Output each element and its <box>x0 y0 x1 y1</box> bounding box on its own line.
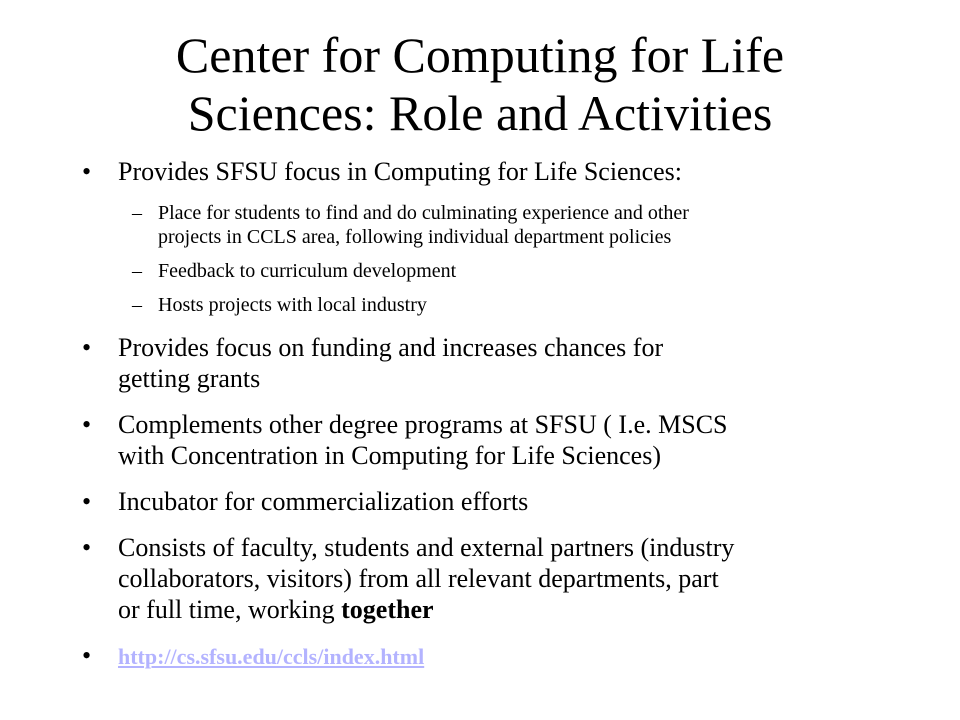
bullet-item <box>0 409 960 471</box>
bullet-marker: • <box>82 333 92 362</box>
bullet-text-line-1: Provides focus on funding and increases chances for <box>118 333 664 362</box>
sub-bullet-item <box>0 293 960 317</box>
bullet-text: Incubator for commercialization efforts <box>118 487 529 516</box>
bullet-item <box>0 156 960 187</box>
slide-title-line-2: Sciences: Role and Activities <box>187 85 773 141</box>
bullet-marker: • <box>82 410 92 439</box>
bullet-text-line-1: Complements other degree programs at SFSU ( I.e. MSCS <box>118 410 728 439</box>
sub-bullet-text: Hosts projects with local industry <box>158 294 427 316</box>
bold-emphasis: together <box>341 595 434 624</box>
bullet-item <box>0 532 960 625</box>
slide-title-line-1: Center for Computing for Life <box>175 27 785 83</box>
bullet-text-line-2: collaborators, visitors) from all relevant departments, part <box>118 564 719 593</box>
dash-marker: – <box>132 294 142 316</box>
bullet-marker: • <box>82 487 92 516</box>
dash-marker: – <box>132 260 142 282</box>
sub-bullet-item <box>0 201 960 249</box>
ccls-link[interactable]: http://cs.sfsu.edu/ccls/index.html <box>118 644 425 669</box>
bullet-list <box>0 156 960 672</box>
bullet-text-line-3: or full time, working <box>118 595 342 624</box>
bullet-marker: • <box>82 641 92 670</box>
sub-bullet-text: Feedback to curriculum development <box>158 260 457 282</box>
sub-bullet-text-line-2: projects in CCLS area, following individual department policies <box>158 226 672 248</box>
bullet-marker: • <box>82 533 92 562</box>
bullet-text-line-2: getting grants <box>118 364 261 393</box>
sub-bullet-text-line-1: Place for students to find and do culminating experience and other <box>158 202 689 224</box>
dash-marker: – <box>132 202 142 224</box>
bullet-text-line-1: Consists of faculty, students and external partners (industry <box>118 533 735 562</box>
bullet-item <box>0 640 960 672</box>
slide-title <box>60 26 900 142</box>
sub-bullet-item <box>0 259 960 283</box>
bullet-item <box>0 332 960 394</box>
bullet-marker: • <box>82 157 92 186</box>
bullet-text-line-2: with Concentration in Computing for Life Sciences) <box>118 441 661 470</box>
bullet-text: Provides SFSU focus in Computing for Life Sciences: <box>118 157 683 186</box>
bullet-item <box>0 486 960 517</box>
